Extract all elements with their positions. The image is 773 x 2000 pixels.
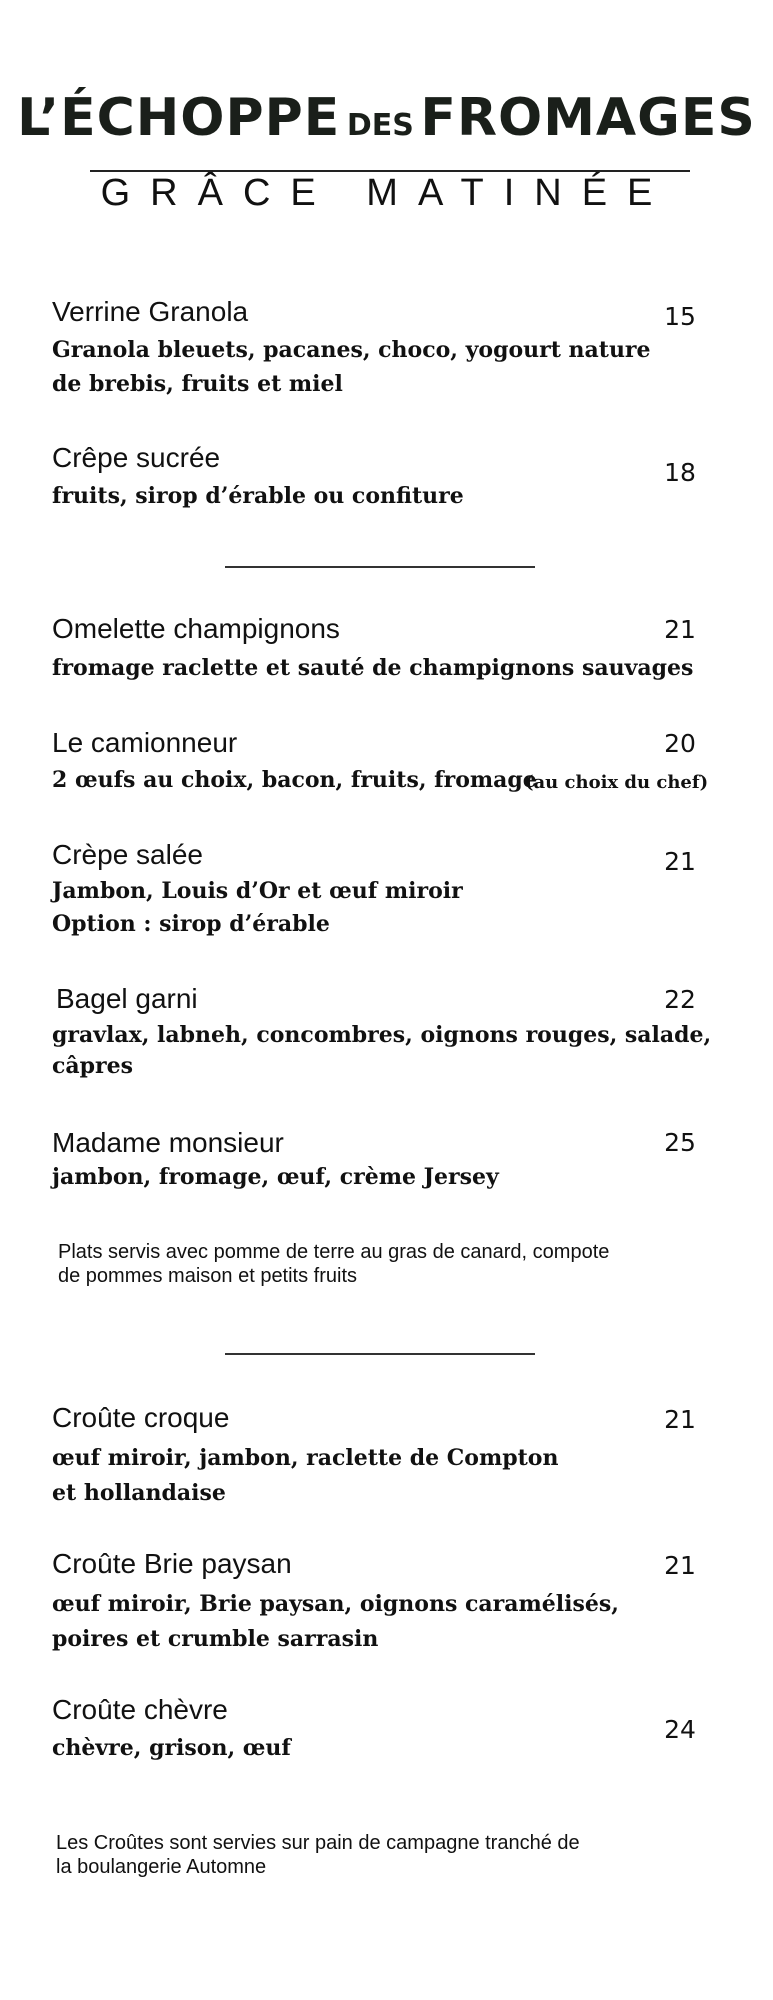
item-desc-croute-brie-paysan-2: poires et crumble sarrasin bbox=[52, 1626, 379, 1652]
item-name-croute-croque: Croûte croque bbox=[52, 1402, 230, 1433]
item-price-madame-monsieur: 25 bbox=[664, 1128, 696, 1157]
item-desc-croute-croque-2: et hollandaise bbox=[52, 1480, 226, 1506]
item-price-croute-croque: 21 bbox=[664, 1405, 696, 1434]
item-desc-madame-monsieur: jambon, fromage, œuf, crème Jersey bbox=[52, 1164, 499, 1190]
item-desc-croute-croque: œuf miroir, jambon, raclette de Compton bbox=[52, 1445, 559, 1471]
footnote-croutes-2: la boulangerie Automne bbox=[56, 1856, 267, 1878]
item-price-verrine-granola: 15 bbox=[664, 302, 696, 331]
item-desc-croute-brie-paysan: œuf miroir, Brie paysan, oignons caramélisés, bbox=[52, 1591, 619, 1617]
item-desc-bagel-garni-2: câpres bbox=[52, 1053, 134, 1079]
item-desc-crepe-salee-2: Option : sirop d’érable bbox=[52, 911, 330, 937]
item-name-madame-monsieur: Madame monsieur bbox=[52, 1127, 284, 1158]
section-divider bbox=[225, 566, 535, 568]
item-name-crepe-sucree: Crêpe sucrée bbox=[52, 442, 221, 473]
item-note-le-camionneur: (au choix du chef) bbox=[525, 772, 709, 793]
item-desc-omelette-champignons: fromage raclette et sauté de champignons sauvages bbox=[52, 655, 694, 681]
item-price-bagel-garni: 22 bbox=[664, 985, 696, 1014]
item-name-omelette-champignons: Omelette champignons bbox=[52, 613, 340, 644]
item-name-verrine-granola: Verrine Granola bbox=[52, 296, 249, 327]
item-desc-croute-chevre: chèvre, grison, œuf bbox=[52, 1735, 291, 1761]
item-desc-le-camionneur: 2 œufs au choix, bacon, fruits, fromage bbox=[52, 767, 537, 793]
footnote-plats: Plats servis avec pomme de terre au gras de canard, compote bbox=[58, 1241, 610, 1263]
logo-wordmark bbox=[0, 88, 773, 148]
item-price-crepe-sucree: 18 bbox=[664, 458, 696, 487]
item-name-bagel-garni: Bagel garni bbox=[56, 983, 198, 1014]
footnote-plats-2: de pommes maison et petits fruits bbox=[58, 1265, 358, 1287]
item-price-croute-chevre: 24 bbox=[664, 1715, 696, 1744]
item-desc-bagel-garni: gravlax, labneh, concombres, oignons rouges, salade, bbox=[52, 1022, 712, 1048]
logo-prefix: L’ÉCHOPPE bbox=[17, 88, 341, 148]
item-price-crepe-salee: 21 bbox=[664, 847, 696, 876]
item-desc-crepe-sucree: fruits, sirop d’érable ou confiture bbox=[52, 483, 464, 509]
item-desc-verrine-granola-2: de brebis, fruits et miel bbox=[52, 371, 343, 397]
section-divider bbox=[225, 1353, 535, 1355]
item-price-le-camionneur: 20 bbox=[664, 729, 696, 758]
logo-des: DES bbox=[346, 108, 414, 143]
footnote-croutes: Les Croûtes sont servies sur pain de campagne tranché de bbox=[56, 1832, 580, 1854]
item-name-le-camionneur: Le camionneur bbox=[52, 727, 238, 758]
item-name-crepe-salee: Crèpe salée bbox=[52, 839, 203, 870]
item-desc-crepe-salee: Jambon, Louis d’Or et œuf miroir bbox=[52, 878, 463, 904]
item-name-croute-chevre: Croûte chèvre bbox=[52, 1694, 228, 1725]
item-price-omelette-champignons: 21 bbox=[664, 615, 696, 644]
menu-subtitle: GRÂCE MATINÉE bbox=[100, 172, 673, 214]
logo-suffix: FROMAGES bbox=[420, 88, 756, 148]
item-price-croute-brie-paysan: 21 bbox=[664, 1551, 696, 1580]
item-desc-verrine-granola: Granola bleuets, pacanes, choco, yogourt nature bbox=[52, 337, 651, 363]
item-name-croute-brie-paysan: Croûte Brie paysan bbox=[52, 1548, 292, 1579]
